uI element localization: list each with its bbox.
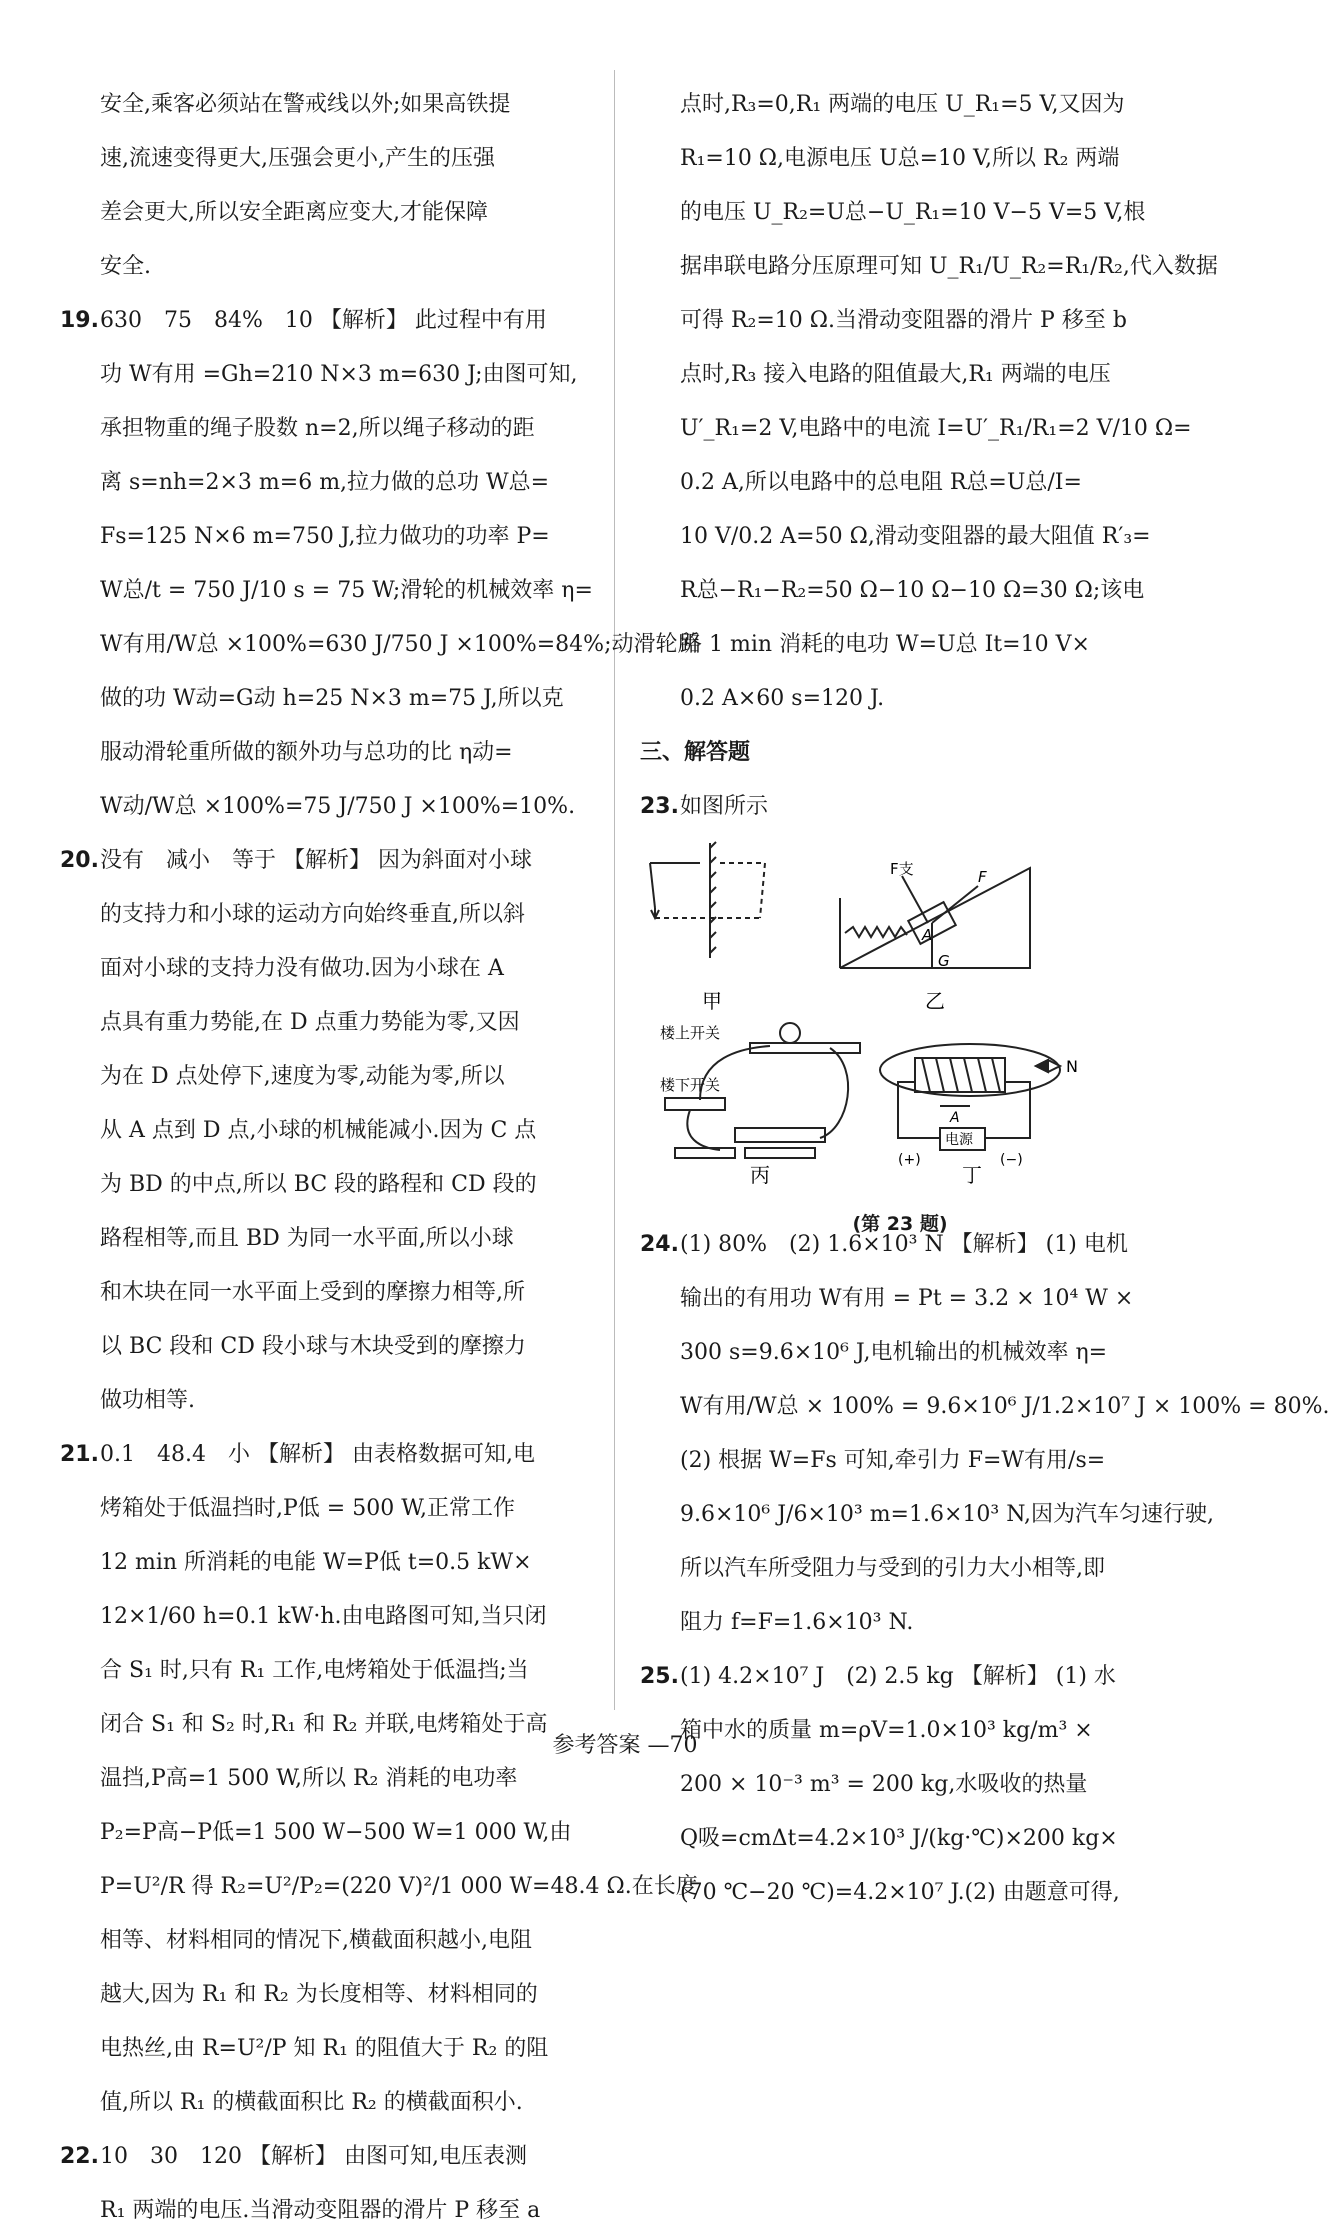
left-line: [60, 726, 578, 780]
power-label: 电源: [945, 1132, 973, 1148]
right-top-line: U′_R₁=2 V,电路中的电流 I=U′_R₁/R₁=2 V/10 Ω=: [680, 416, 1192, 441]
right-top-line: R总−R₁−R₂=50 Ω−10 Ω−10 Ω=30 Ω;该电: [680, 578, 1145, 603]
right-top-line: 可得 R₂=10 Ω.当滑动变阻器的滑片 P 移至 b: [680, 308, 1127, 333]
figure-23-drawing: [640, 838, 1160, 1188]
switch-upstairs-label: 楼上开关: [660, 1024, 721, 1042]
left-line: [60, 456, 578, 510]
label-bing: 丙: [750, 1163, 770, 1187]
question-number: 25.: [640, 1664, 679, 1689]
line-text: 点具有重力势能,在 D 点重力势能为零,又因: [100, 1010, 520, 1035]
left-line: [60, 510, 578, 564]
left-line: [60, 1806, 578, 1860]
line-text: 做功相等.: [100, 1388, 195, 1413]
right-bottom-line: [640, 1542, 1158, 1596]
left-line: [60, 348, 578, 402]
left-line: [60, 1914, 578, 1968]
right-bottom-line: [640, 1488, 1215, 1542]
line-text: W总/t = 750 J/10 s = 75 W;滑轮的机械效率 η=: [100, 578, 593, 603]
line-text: 输出的有用功 W有用 = Pt = 3.2 × 10⁴ W ×: [680, 1286, 1134, 1311]
line-text: 200 × 10⁻³ m³ = 200 kg,水吸收的热量: [680, 1772, 1088, 1797]
force-f-label: F: [978, 868, 987, 886]
left-line: [60, 132, 578, 186]
diagram-jia: [650, 842, 765, 958]
left-line: [60, 1428, 578, 1482]
block-a-label: A: [922, 926, 933, 944]
left-line: [60, 2184, 578, 2238]
right-bottom-line: [640, 1812, 1158, 1866]
line-text: 合 S₁ 时,只有 R₁ 工作,电烤箱处于低温挡;当: [100, 1658, 529, 1683]
right-bottom-line: [640, 1650, 1158, 1704]
left-line: [60, 186, 578, 240]
left-line: [60, 942, 578, 996]
right-top-line: 的电压 U_R₂=U总−U_R₁=10 V−5 V=5 V,根: [680, 200, 1146, 225]
left-line: [60, 888, 578, 942]
left-line: [60, 1050, 578, 1104]
line-text: 做的功 W动=G动 h=25 N×3 m=75 J,所以克: [100, 686, 564, 711]
left-line: [60, 2076, 578, 2130]
left-line: [60, 1590, 578, 1644]
line-text: 箱中水的质量 m=ρV=1.0×10³ kg/m³ ×: [680, 1718, 1093, 1743]
right-top-line: 路 1 min 消耗的电功 W=U总 It=10 V×: [680, 632, 1090, 657]
left-line: [60, 1482, 578, 1536]
left-line: [60, 1266, 578, 1320]
left-line: [60, 1752, 578, 1806]
left-line: [60, 1158, 578, 1212]
line-text: 10 30 120 【解析】 由图可知,电压表测: [100, 2144, 527, 2169]
line-text: 闭合 S₁ 和 S₂ 时,R₁ 和 R₂ 并联,电烤箱处于高: [100, 1712, 548, 1737]
north-label: N: [1066, 1057, 1078, 1076]
diagram-yi: [840, 868, 1030, 968]
line-text: 12 min 所消耗的电能 W=P低 t=0.5 kW×: [100, 1550, 532, 1575]
minus-label: (−): [1000, 1152, 1023, 1168]
line-text: 越大,因为 R₁ 和 R₂ 为长度相等、材料相同的: [100, 1982, 538, 2007]
right-top-line: R₁=10 Ω,电源电压 U总=10 V,所以 R₂ 两端: [680, 146, 1120, 171]
left-line: [60, 672, 578, 726]
label-jia: 甲: [702, 989, 722, 1013]
line-text: W有用/W总 ×100%=630 J/750 J ×100%=84%;动滑轮所: [100, 632, 700, 657]
left-line: [60, 1860, 698, 1914]
line-text: 电热丝,由 R=U²/P 知 R₁ 的阻值大于 R₂ 的阻: [100, 2036, 549, 2061]
left-line: [60, 78, 578, 132]
line-text: 路程相等,而且 BD 为同一水平面,所以小球: [100, 1226, 514, 1251]
line-text: 温挡,P高=1 500 W,所以 R₂ 消耗的电功率: [100, 1766, 518, 1791]
line-text: 和木块在同一水平面上受到的摩擦力相等,所: [100, 1280, 525, 1305]
line-text: W动/W总 ×100%=75 J/750 J ×100%=10%.: [100, 794, 576, 819]
left-line: [60, 1320, 578, 1374]
force-support-label: F支: [890, 860, 914, 878]
right-bottom-line: [640, 1758, 1158, 1812]
question-number: 23.: [640, 794, 679, 819]
left-line: [60, 240, 578, 294]
left-line: [60, 1644, 578, 1698]
right-top-line: 点时,R₃=0,R₁ 两端的电压 U_R₁=5 V,又因为: [680, 92, 1125, 117]
line-text: R₁ 两端的电压.当滑动变阻器的滑片 P 移至 a: [100, 2198, 541, 2223]
q23-text: 如图所示: [680, 794, 769, 819]
left-line: [60, 1212, 578, 1266]
line-text: 没有 减小 等于 【解析】 因为斜面对小球: [100, 848, 532, 873]
right-column: [640, 78, 1330, 1920]
right-top-line: 10 V/0.2 A=50 Ω,滑动变阻器的最大阻值 R′₃=: [680, 524, 1151, 549]
switch-downstairs-label: 楼下开关: [660, 1076, 721, 1094]
line-text: 所以汽车所受阻力与受到的引力大小相等,即: [680, 1556, 1105, 1581]
label-ding: 丁: [962, 1163, 982, 1187]
line-text: P₂=P高−P低=1 500 W−500 W=1 000 W,由: [100, 1820, 572, 1845]
left-line: [60, 780, 578, 834]
right-bottom-line: [640, 1596, 1158, 1650]
line-text: 烤箱处于低温挡时,P低 = 500 W,正常工作: [100, 1496, 515, 1521]
line-text: W有用/W总 × 100% = 9.6×10⁶ J/1.2×10⁷ J × 100% = 80%.: [680, 1394, 1330, 1419]
left-line: [60, 1968, 578, 2022]
line-text: 的支持力和小球的运动方向始终垂直,所以斜: [100, 902, 525, 927]
line-text: 承担物重的绳子股数 n=2,所以绳子移动的距: [100, 416, 535, 441]
right-top-line: 0.2 A×60 s=120 J.: [680, 686, 885, 711]
line-text: 离 s=nh=2×3 m=6 m,拉力做的总功 W总=: [100, 470, 550, 495]
left-line: [60, 2130, 578, 2184]
right-bottom-line: [640, 1326, 1158, 1380]
force-g-label: G: [938, 952, 950, 970]
left-line: [60, 294, 578, 348]
left-line: [60, 996, 578, 1050]
right-bottom-line: [640, 1434, 1158, 1488]
line-text: (70 ℃−20 ℃)=4.2×10⁷ J.(2) 由题意可得,: [680, 1880, 1120, 1905]
line-text: 功 W有用 =Gh=210 N×3 m=630 J;由图可知,: [100, 362, 578, 387]
line-text: 为 BD 的中点,所以 BC 段的路程和 CD 段的: [100, 1172, 537, 1197]
right-bottom-line: [640, 1866, 1158, 1920]
q24-q25: [640, 1218, 1330, 1920]
question-number: 24.: [640, 1232, 679, 1257]
right-bottom-line: [640, 1380, 1330, 1434]
question-number: 21.: [60, 1442, 99, 1467]
right-top-line: 0.2 A,所以电路中的总电阻 R总=U总/I=: [680, 470, 1082, 495]
q22-continued: [640, 78, 1218, 726]
plus-label: (+): [898, 1152, 921, 1168]
line-text: (2) 根据 W=Fs 可知,牵引力 F=W有用/s=: [680, 1448, 1106, 1473]
line-text: 面对小球的支持力没有做功.因为小球在 A: [100, 956, 504, 981]
left-line: [60, 1536, 578, 1590]
left-line: [60, 834, 578, 888]
line-text: 服动滑轮重所做的额外功与总功的比 η动=: [100, 740, 513, 765]
line-text: 值,所以 R₁ 的横截面积比 R₂ 的横截面积小.: [100, 2090, 523, 2115]
left-line: [60, 618, 700, 672]
line-text: 安全.: [100, 254, 151, 279]
line-text: 12×1/60 h=0.1 kW·h.由电路图可知,当只闭: [100, 1604, 547, 1629]
question-number: 19.: [60, 308, 99, 333]
figure-caption: (第 23 题): [852, 1213, 948, 1235]
left-line: [60, 2022, 578, 2076]
line-text: (1) 80% (2) 1.6×10³ N 【解析】 (1) 电机: [680, 1232, 1128, 1257]
right-top-line: 点时,R₃ 接入电路的阻值最大,R₁ 两端的电压: [680, 362, 1111, 387]
line-text: 从 A 点到 D 点,小球的机械能减小.因为 C 点: [100, 1118, 537, 1143]
current-a-label: A: [950, 1110, 960, 1126]
left-line: [60, 1104, 578, 1158]
figure-23: [640, 838, 1160, 1235]
line-text: 为在 D 点处停下,速度为零,动能为零,所以: [100, 1064, 505, 1089]
line-text: 630 75 84% 10 【解析】 此过程中有用: [100, 308, 547, 333]
question-number: 22.: [60, 2144, 99, 2169]
line-text: (1) 4.2×10⁷ J (2) 2.5 kg 【解析】 (1) 水: [680, 1664, 1116, 1689]
line-text: 相等、材料相同的情况下,横截面积越小,电阻: [100, 1928, 532, 1953]
line-text: 以 BC 段和 CD 段小球与木块受到的摩擦力: [100, 1334, 526, 1359]
line-text: 速,流速变得更大,压强会更小,产生的压强: [100, 146, 495, 171]
question-number: 20.: [60, 848, 99, 873]
right-bottom-line: [640, 1272, 1158, 1326]
line-text: P=U²/R 得 R₂=U²/P₂=(220 V)²/1 000 W=48.4 Ω.在长度: [100, 1874, 698, 1899]
line-text: 9.6×10⁶ J/6×10³ m=1.6×10³ N,因为汽车匀速行驶,: [680, 1502, 1215, 1527]
q23-line: [640, 780, 1158, 834]
line-text: 差会更大,所以安全距离应变大,才能保障: [100, 200, 488, 225]
label-yi: 乙: [925, 989, 945, 1013]
right-top-line: 据串联电路分压原理可知 U_R₁/U_R₂=R₁/R₂,代入数据: [680, 254, 1218, 279]
line-text: Q吸=cmΔt=4.2×10³ J/(kg·℃)×200 kg×: [680, 1826, 1118, 1851]
column-divider: [614, 70, 615, 1710]
section-title: 三、解答题: [640, 740, 751, 765]
line-text: 阻力 f=F=1.6×10³ N.: [680, 1610, 914, 1635]
left-line: [60, 564, 593, 618]
line-text: 0.1 48.4 小 【解析】 由表格数据可知,电: [100, 1442, 535, 1467]
left-line: [60, 402, 578, 456]
left-line: [60, 1374, 578, 1428]
line-text: 300 s=9.6×10⁶ J,电机输出的机械效率 η=: [680, 1340, 1108, 1365]
line-text: Fs=125 N×6 m=750 J,拉力做功的功率 P=: [100, 524, 550, 549]
page-footer: 参考答案 —70: [552, 1733, 698, 1758]
line-text: 安全,乘客必须站在警戒线以外;如果高铁提: [100, 92, 511, 117]
